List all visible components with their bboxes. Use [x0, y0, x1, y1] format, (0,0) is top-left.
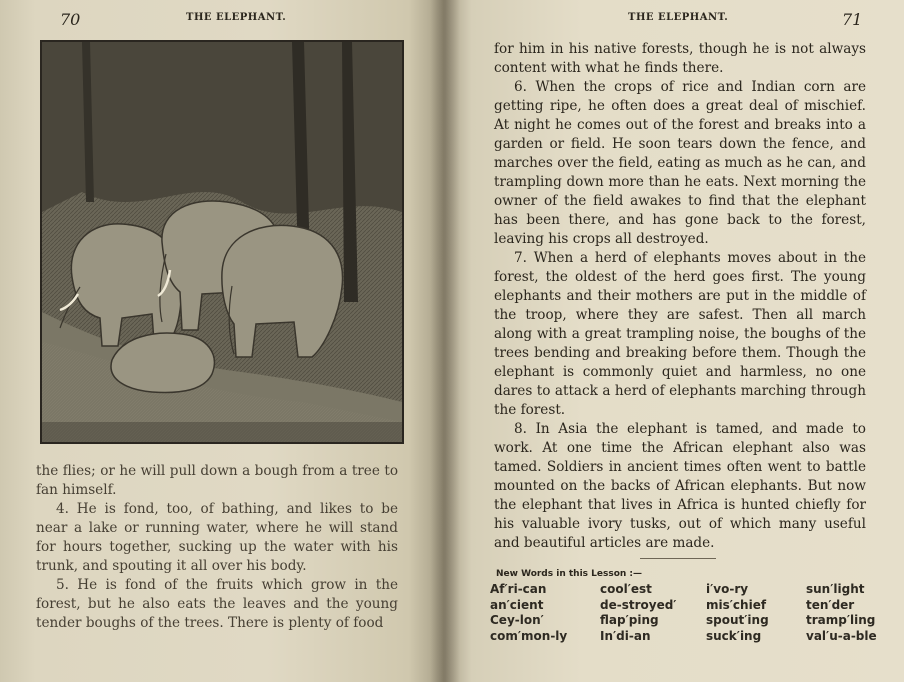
new-word: Af′ri-can — [490, 582, 547, 596]
left-paragraph-4: 4. He is fond, too, of bathing, and likes to be near a lake or running water, where he will stand for hours together, sucking up the water with his trunk, and spouting it all over his body. — [36, 501, 398, 574]
right-page-number: 71 — [842, 10, 863, 29]
book-gutter — [430, 0, 460, 682]
right-paragraph-continuation: for him in his native forests, though he is not always content with what he finds there. — [494, 41, 866, 76]
new-word: flap′ping — [600, 613, 659, 627]
left-paragraph-5: 5. He is fond of the fruits which grow in the forest, but he also eats the leaves and the young tender boughs of the trees. There is plenty of food — [36, 577, 398, 631]
new-word: Cey-lon′ — [490, 613, 544, 627]
new-words-title: New Words in this Lesson :— — [496, 569, 643, 579]
right-running-head: THE ELEPHANT. — [628, 12, 729, 23]
elephant-herd-engraving — [42, 42, 402, 442]
new-words-list — [490, 582, 880, 644]
new-word: tramp′ling — [806, 613, 876, 627]
right-text-column — [494, 40, 866, 553]
left-page — [0, 0, 444, 682]
new-word: In′di-an — [600, 628, 651, 643]
right-paragraph-8: 8. In Asia the elephant is tamed, and made to work. At one time the African elephant also was tamed. Soldiers in ancient times often went to battle mounted on the backs of African elephants. But now the elephant that lives in Africa is hunted chiefly for his valuable ivory tusks, out of which many useful and beautiful articles are made. — [494, 421, 866, 551]
new-word: cool′est — [600, 582, 652, 596]
right-paragraph-6: 6. When the crops of rice and Indian corn are getting ripe, he often does a great deal of mischief. At night he comes out of the forest and breaks into a garden or field. He soon tears down the fence, and marches over the field, eating as much as he can, and trampling down more than he eats. Next morning the owner of the field awakes to find that the elephant has been there, and has gone back to the forest, leaving his crops all destroyed. — [494, 79, 866, 247]
right-paragraph-7: 7. When a herd of elephants moves about in the forest, the oldest of the herd goes first. The young elephants and their mothers are put in the middle of the troop, where they are safest. Then all march along with a great trampling noise, the boughs of the trees bending and breaking before them. Though the elephant is commonly quiet and harmless, no one dares to attack a herd of elephants marching through the forest. — [494, 250, 866, 418]
new-word: de-stroyed′ — [600, 597, 677, 612]
new-word: suck′ing — [706, 628, 762, 643]
new-word: val′u-a-ble — [806, 628, 877, 643]
new-word: mis′chief — [706, 597, 767, 612]
new-word: ten′der — [806, 597, 855, 612]
left-page-number: 70 — [60, 10, 81, 29]
section-divider — [640, 558, 716, 559]
elephant-illustration — [40, 40, 404, 444]
left-text-column — [36, 462, 398, 633]
right-page — [444, 0, 904, 682]
new-word: sun′light — [806, 582, 865, 596]
new-word: spout′ing — [706, 613, 769, 627]
new-word: an′cient — [490, 597, 544, 612]
left-paragraph-continuation: the flies; or he will pull down a bough from a tree to fan himself. — [36, 463, 398, 498]
new-word: i′vo-ry — [706, 582, 749, 596]
left-running-head: THE ELEPHANT. — [186, 12, 287, 23]
new-word: com′mon-ly — [490, 628, 568, 643]
